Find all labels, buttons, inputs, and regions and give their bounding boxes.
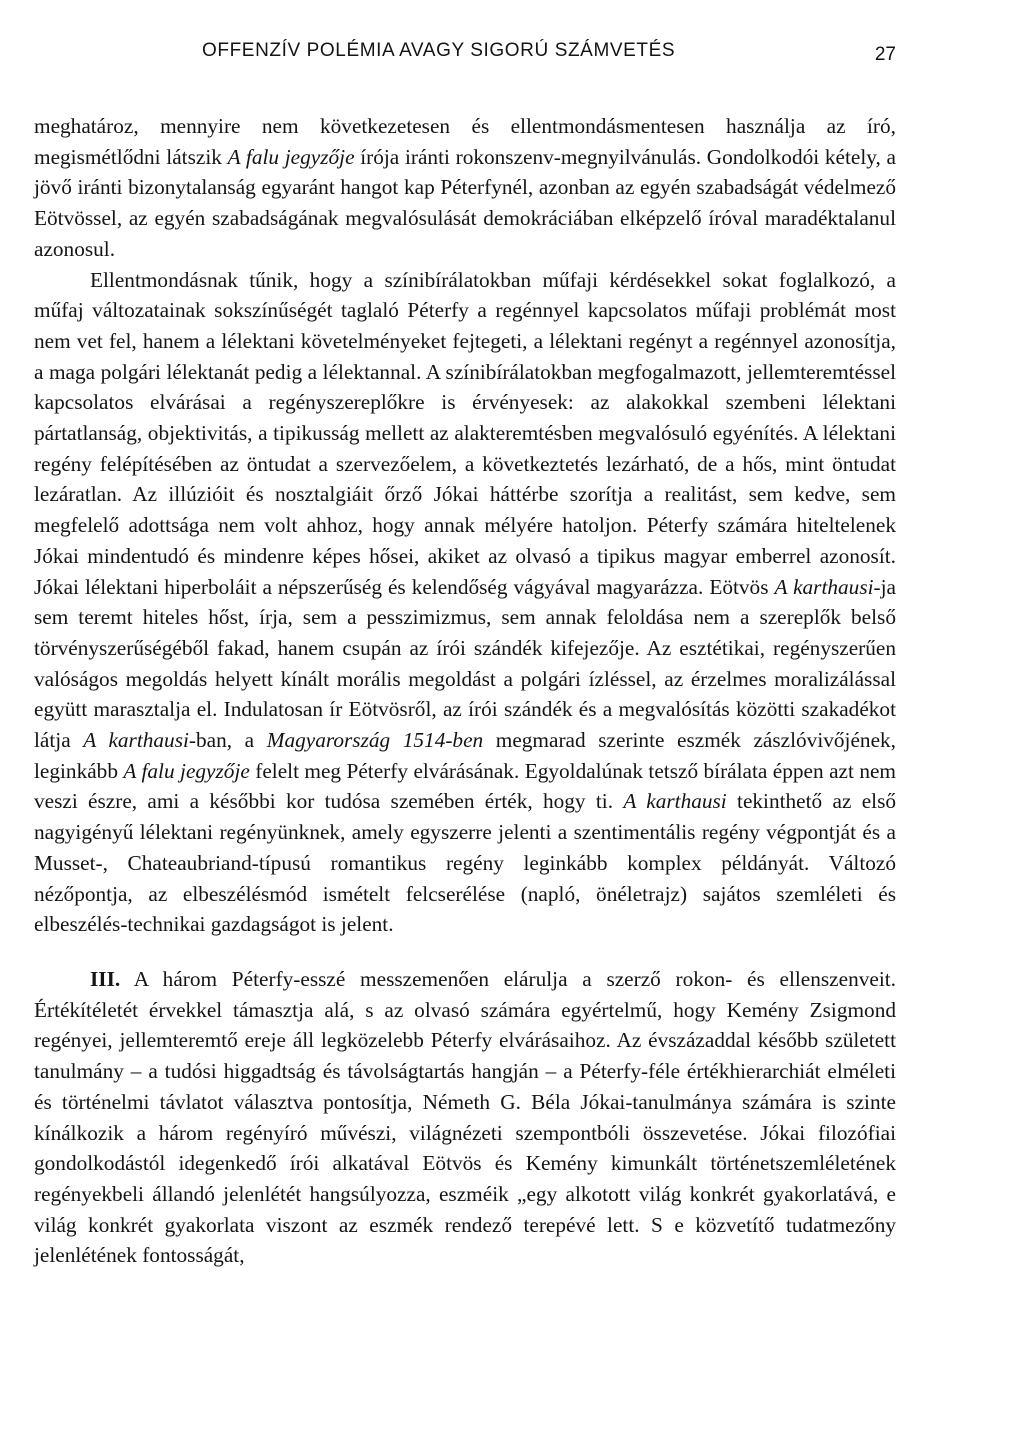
text-run: meghatároz, mennyire nem következetesen és ellentmondásmentesen használja az író, megismétlődni látszik (34, 114, 896, 169)
body-text (34, 111, 896, 1271)
text-run: tekinthető az első nagyigényű lélektani regényünknek, amely egyszerre jelenti a szentimentális regény végpontját és a Musset-, Chateaubriand-típusú romantikus regény leginkább komplex példányát. Változó nézőpontja, az elbeszélésmód ismételt felcserélése (napló, önéletrajz) sajátos szemléleti és elbeszélés-technikai gazdagságot is jelent. (34, 789, 897, 937)
work-title: A karthausi (774, 574, 874, 599)
text-run: -ja sem teremt hiteles hőst, írja, sem a pesszimizmus, sem annak feloldása nem a szereplők belső törvényszerűségéből fakad, hanem csupán az írói szándék kifejezője. Az esztétikai, regényszerűen valóságos megoldás helyett kínált morális megoldást a polgári ízléssel, az érzelmes moralizálással együtt marasztalja el. Indulatosan ír Eötvösről, az írói szándék és a megvalósítás közötti szakadékot látja (34, 574, 897, 753)
paragraph-1 (34, 111, 896, 265)
page-number: 27 (874, 44, 896, 65)
running-header (34, 40, 896, 72)
work-title: A karthausi (623, 789, 727, 814)
text-run: A három Péterfy-esszé messzemenően elárulja a szerző rokon- és ellenszenveit. Értékítéletét érvekkel támasztja alá, s az olvasó számára egyértelmű, hogy Kemény Zsigmond regényei, jellemteremtő ereje áll legközelebb Péterfy elvárásaihoz. Az évszázaddal később született tanulmány – a tudósi higgadtság és távolságtartás hangján – a Péterfy-féle értékhierarchiát elméleti és történelmi távlatot választva pontosítja, Németh G. Béla Jókai-tanulmánya számára is szinte kínálkozik a három regényíró művészi, világnézeti szempontbóli összevetése. Jókai filozófiai gondolkodástól idegenkedő írói alkatával Eötvös és Kemény kimunkált történetszemléletének regényekbeli állandó jelenlétét hangsúlyozza, eszméik „egy alkotott világ konkrét gyakorlatává, e világ konkrét gyakorlata viszont az eszmék rendező terepévé lett. S e közvetítő tudatmezőny jelenlétének fontosságát, (34, 966, 896, 1268)
text-run: Ellentmondásnak tűnik, hogy a színibírálatokban műfaji kérdésekkel sokat foglalkozó, a műfaj változatainak sokszínűségét taglaló Péterfy a regénnyel kapcsolatos műfaji problémát most nem vet fel, hanem a lélektani követelményeket fejtegeti, a lélektani regényt a regénnyel azonosítja, a maga polgári lélektanát pedig a lélektannal. A színibírálatokban megfogalmazott, jellemteremtéssel kapcsolatos elvárásai a regényszereplőkre is érvényesek: az alakokkal szembeni lélektani pártatlanság, objektivitás, a tipikusság mellett az alakteremtésben megvalósuló egyénítés. A lélektani regény felépítésében az öntudat a szervezőelem, a következtetés lezárható, de a hős, mint öntudat lezáratlan. Az illúzióit és nosztalgiáit őrző Jókai háttérbe szorítja a realitást, sem kedve, sem megfelelő adottsága nem volt ahhoz, hogy annak mélyére hatoljon. Péterfy számára hiteltelenek Jókai mindentudó és mindenre képes hősei, akiket az olvasó a tipikus magyar emberrel azonosít. Jókai lélektani hiperboláit a népszerűség és kelendőség vágyával magyarázza. Eötvös (34, 267, 896, 599)
work-title: A karthausi (83, 728, 189, 753)
text-run: megmarad szerinte eszmék zászlóvivőjének, leginkább (34, 728, 896, 783)
section-number: III. (90, 966, 121, 991)
paragraph-3 (34, 964, 896, 1271)
book-page (34, 0, 896, 1450)
paragraph-2 (34, 265, 896, 940)
text-run: felelt meg Péterfy elvárásának. Egyoldalúnak tetsző bírálata éppen azt nem veszi észre, ami a későbbi kor tudósa szemében érték, hogy ti. (34, 758, 896, 814)
work-title: Magyarország 1514-ben (266, 728, 484, 753)
work-title: A falu jegyzője (123, 758, 250, 783)
text-run: -ban, a (188, 728, 267, 753)
running-title: OFFENZÍV POLÉMIA AVAGY SIGORÚ SZÁMVETÉS (202, 40, 676, 61)
work-title: A falu jegyzője (227, 144, 355, 169)
text-run: írója iránti rokonszenv-megnyilvánulás. Gondolkodói kétely, a jövő iránti bizonytalanság egyaránt hangot kap Péterfynél, azonban az egyén szabadságát védelmező Eötvössel, az egyén szabadságának megvalósulását demokráciában elképzelő íróval maradéktalanul azonosul. (34, 144, 896, 261)
